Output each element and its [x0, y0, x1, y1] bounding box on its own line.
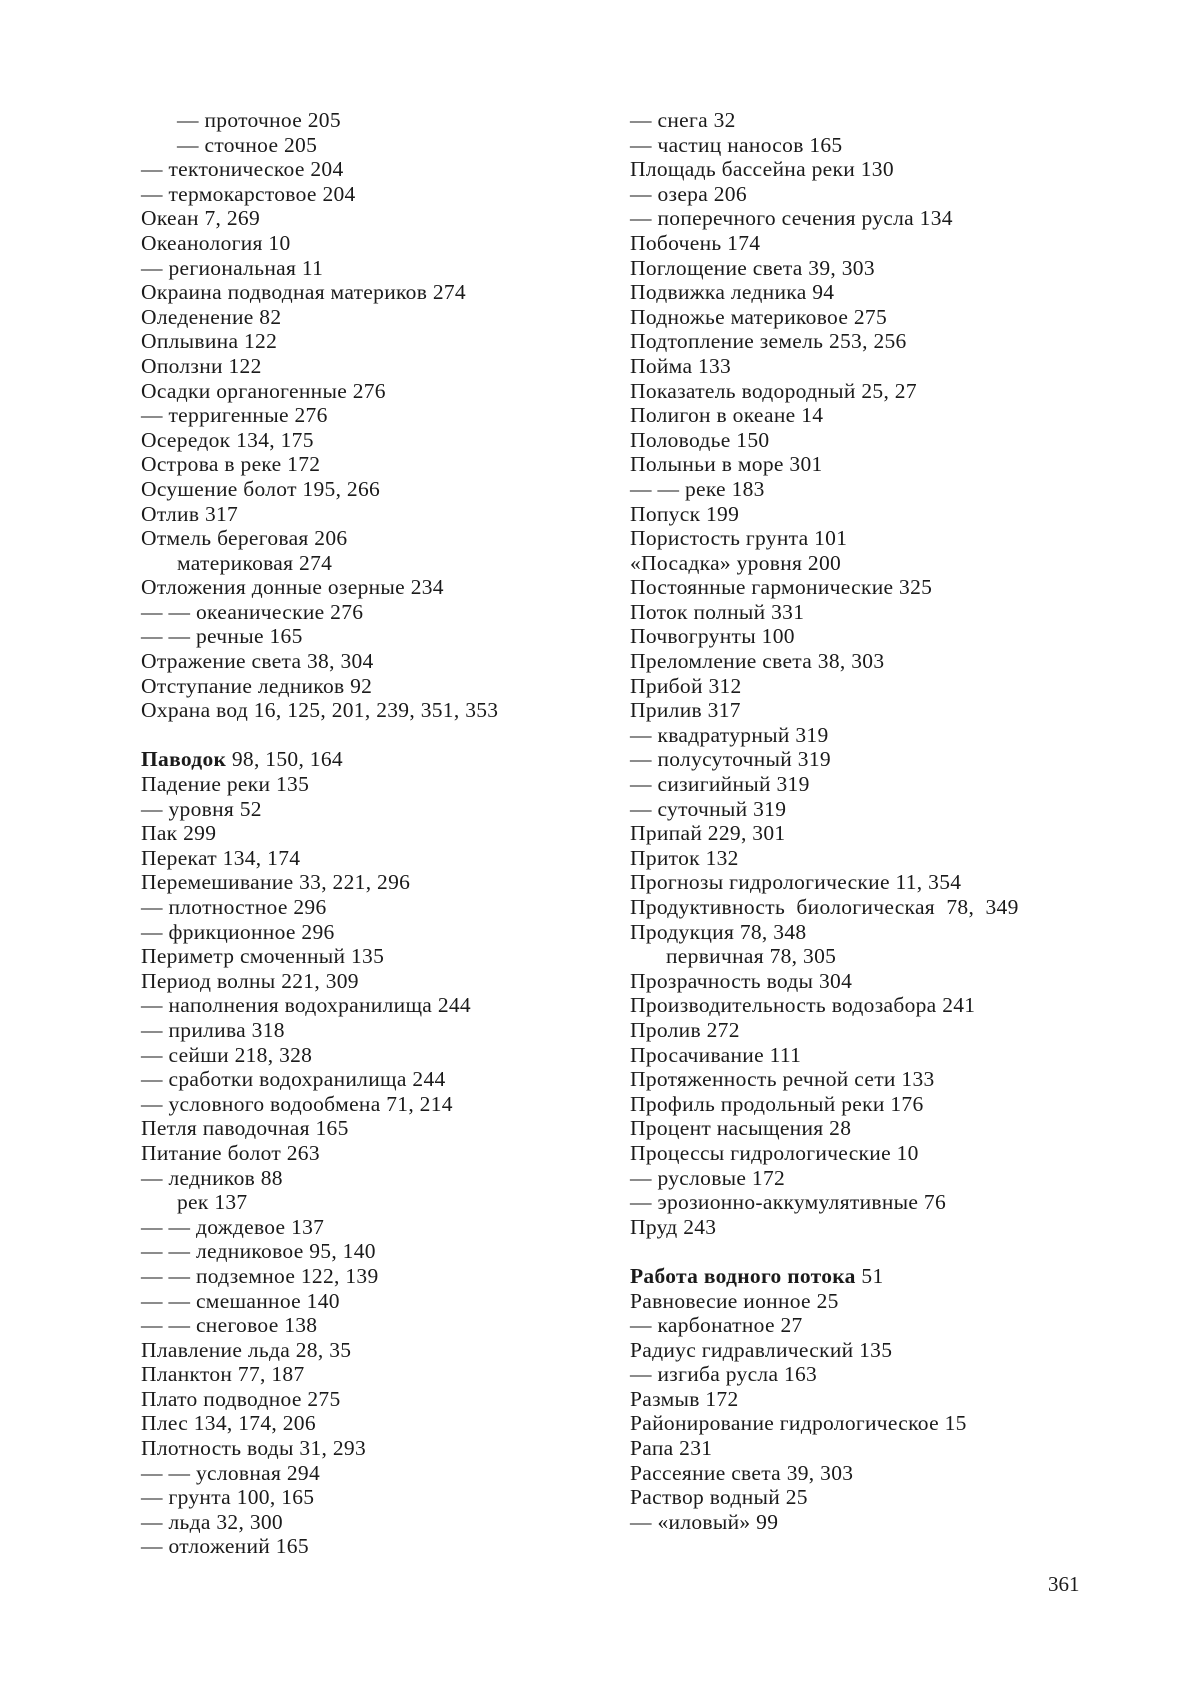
index-entry: Подвижка ледника 94: [630, 280, 835, 305]
index-entry: — квадратурный 319: [630, 722, 829, 747]
index-entry: — карбонатное 27: [630, 1313, 803, 1338]
index-entry: Отлив 317: [141, 501, 239, 526]
index-entry: Осередок 134, 175: [141, 427, 314, 452]
index-entry: Подножье материковое 275: [630, 304, 888, 329]
index-entry: Плавление льда 28, 35: [141, 1337, 352, 1362]
index-entry: — тектоническое 204: [141, 157, 344, 182]
index-entry: Пойма 133: [630, 353, 732, 378]
index-entry: — «иловый» 99: [630, 1509, 779, 1534]
index-entry: Охрана вод 16, 125, 201, 239, 351, 353: [141, 698, 499, 723]
index-entry: Почвогрунты 100: [630, 624, 795, 649]
index-entry: — — океанические 276: [141, 599, 364, 624]
index-entry: — сточное 205: [177, 132, 318, 157]
index-entry: — — подземное 122, 139: [141, 1263, 379, 1288]
index-entry: — терригенные 276: [141, 403, 328, 428]
index-entry: — полусуточный 319: [630, 747, 831, 772]
index-entry: Преломление света 38, 303: [630, 649, 885, 674]
index-entry: [630, 1264, 1100, 1289]
index-entry: — поперечного сечения русла 134: [630, 206, 953, 231]
index-entry: Прилив 317: [630, 698, 741, 723]
index-entry: Окраина подводная материков 274: [141, 280, 466, 305]
index-entry: — — дождевое 137: [141, 1214, 325, 1239]
index-entry: Океанология 10: [141, 230, 291, 255]
index-entry: Оплывина 122: [141, 329, 278, 354]
index-entry: Перемешивание 33, 221, 296: [141, 870, 411, 895]
index-entry: — фрикционное 296: [141, 919, 335, 944]
index-entry: Районирование гидрологическое 15: [630, 1411, 967, 1436]
index-entry: — эрозионно-аккумулятивные 76: [630, 1190, 947, 1215]
index-entry: — изгиба русла 163: [630, 1362, 818, 1387]
index-entry: Производительность водозабора 241: [630, 993, 976, 1018]
index-entry: Плотность воды 31, 293: [141, 1436, 367, 1461]
index-entry: Петля паводочная 165: [141, 1116, 349, 1141]
index-entry: Раствор водный 25: [630, 1485, 808, 1510]
index-entry: Оползни 122: [141, 353, 262, 378]
index-entry: — — ледниковое 95, 140: [141, 1239, 376, 1264]
index-column-left: [141, 108, 621, 1559]
index-entry: Размыв 172: [630, 1386, 739, 1411]
index-entry: Периметр смоченный 135: [141, 944, 385, 969]
index-entry: Попуск 199: [630, 501, 740, 526]
index-entry: — сработки водохранилища 244: [141, 1067, 446, 1092]
index-heading-term: Паводок: [141, 747, 227, 772]
index-entry: Пак 299: [141, 821, 217, 846]
index-entry: Показатель водородный 25, 27: [630, 378, 917, 403]
index-entry: — льда 32, 300: [141, 1509, 283, 1534]
index-entry: Просачивание 111: [630, 1042, 802, 1067]
index-entry: Плато подводное 275: [141, 1386, 341, 1411]
index-entry: [141, 747, 621, 772]
index-entry: Осадки органогенные 276: [141, 378, 386, 403]
index-entry: Пористость грунта 101: [630, 526, 848, 551]
index-entry: Оледенение 82: [141, 304, 282, 329]
index-entry: Поглощение света 39, 303: [630, 255, 875, 280]
index-entry: — наполнения водохранилища 244: [141, 993, 471, 1018]
index-entry: — термокарстовое 204: [141, 181, 356, 206]
index-entry: — озера 206: [630, 181, 747, 206]
index-entry: Равновесие ионное 25: [630, 1288, 839, 1313]
index-entry: — сизигийный 319: [630, 772, 810, 797]
index-entry: — снега 32: [630, 108, 736, 132]
index-entry: Падение реки 135: [141, 772, 310, 797]
index-entry: — грунта 100, 165: [141, 1485, 315, 1510]
index-entry: — плотностное 296: [141, 895, 327, 919]
blank-line: [630, 1239, 1100, 1264]
index-entry: Полигон в океане 14: [630, 403, 824, 428]
index-entry: Протяженность речной сети 133: [630, 1067, 935, 1092]
index-entry: Плес 134, 174, 206: [141, 1411, 316, 1436]
index-entry: Перекат 134, 174: [141, 845, 301, 870]
index-entry: — частиц наносов 165: [630, 132, 843, 157]
index-entry: — — речные 165: [141, 624, 303, 649]
index-entry: Отступание ледников 92: [141, 673, 373, 698]
index-entry: — суточный 319: [630, 796, 787, 821]
index-entry: Поток полный 331: [630, 599, 805, 624]
index-entry: — отложений 165: [141, 1534, 309, 1559]
index-entry: рек 137: [177, 1190, 248, 1215]
index-entry: Приток 132: [630, 845, 739, 870]
index-entry: Рапа 231: [630, 1436, 713, 1461]
index-entry: — региональная 11: [141, 255, 324, 280]
index-entry-pages: 51: [855, 1263, 884, 1288]
index-entry: Отражение света 38, 304: [141, 649, 374, 674]
index-entry: первичная 78, 305: [666, 944, 837, 969]
index-entry: Осушение болот 195, 266: [141, 476, 381, 501]
index-entry: Планктон 77, 187: [141, 1362, 305, 1387]
index-entry: Отмель береговая 206: [141, 526, 348, 551]
index-heading-term: Работа водного потока: [630, 1263, 856, 1288]
index-entry: Подтопление земель 253, 256: [630, 329, 907, 354]
index-entry: Отложения донные озерные 234: [141, 575, 444, 600]
index-entry: Прогнозы гидрологические 11, 354: [630, 870, 962, 895]
index-entry: Постоянные гармонические 325: [630, 575, 933, 600]
index-entry: Побочень 174: [630, 230, 761, 255]
index-entry: — — условная 294: [141, 1460, 321, 1485]
index-entry: — сейши 218, 328: [141, 1042, 313, 1067]
index-entry: — — реке 183: [630, 476, 765, 501]
index-entry: Пролив 272: [630, 1017, 740, 1042]
index-entry: Пруд 243: [630, 1214, 717, 1239]
index-entry: Острова в реке 172: [141, 452, 321, 477]
blank-line: [141, 723, 621, 748]
index-entry: Площадь бассейна реки 130: [630, 157, 894, 182]
index-entry: Припай 229, 301: [630, 821, 786, 846]
index-entry: — ледников 88: [141, 1165, 283, 1190]
page-number: 361: [1048, 1572, 1080, 1596]
index-entry: Прозрачность воды 304: [630, 968, 853, 993]
index-entry: Половодье 150: [630, 427, 770, 452]
index-entry: Процессы гидрологические 10: [630, 1140, 919, 1165]
index-entry: — проточное 205: [177, 108, 341, 132]
index-entry: Радиус гидравлический 135: [630, 1337, 893, 1362]
index-entry: «Посадка» уровня 200: [630, 550, 842, 575]
index-entry: Океан 7, 269: [141, 206, 261, 231]
index-entry-pages: 98, 150, 164: [226, 747, 343, 772]
index-entry: Продуктивность биологическая 78, 349: [630, 895, 1019, 919]
index-column-right: [630, 108, 1100, 1534]
index-entry: — уровня 52: [141, 796, 262, 821]
index-entry: — русловые 172: [630, 1165, 786, 1190]
index-entry: Продукция 78, 348: [630, 919, 807, 944]
index-entry: Профиль продольный реки 176: [630, 1091, 924, 1116]
index-entry: — — смешанное 140: [141, 1288, 340, 1313]
index-entry: Полыньи в море 301: [630, 452, 823, 477]
index-entry: — — снеговое 138: [141, 1313, 318, 1338]
index-entry: материковая 274: [177, 550, 333, 575]
index-entry: Прибой 312: [630, 673, 742, 698]
index-entry: Период волны 221, 309: [141, 968, 359, 993]
index-entry: Процент насыщения 28: [630, 1116, 852, 1141]
index-entry: — прилива 318: [141, 1017, 285, 1042]
index-entry: Питание болот 263: [141, 1140, 320, 1165]
index-entry: Рассеяние света 39, 303: [630, 1460, 854, 1485]
index-entry: — условного водообмена 71, 214: [141, 1091, 453, 1116]
